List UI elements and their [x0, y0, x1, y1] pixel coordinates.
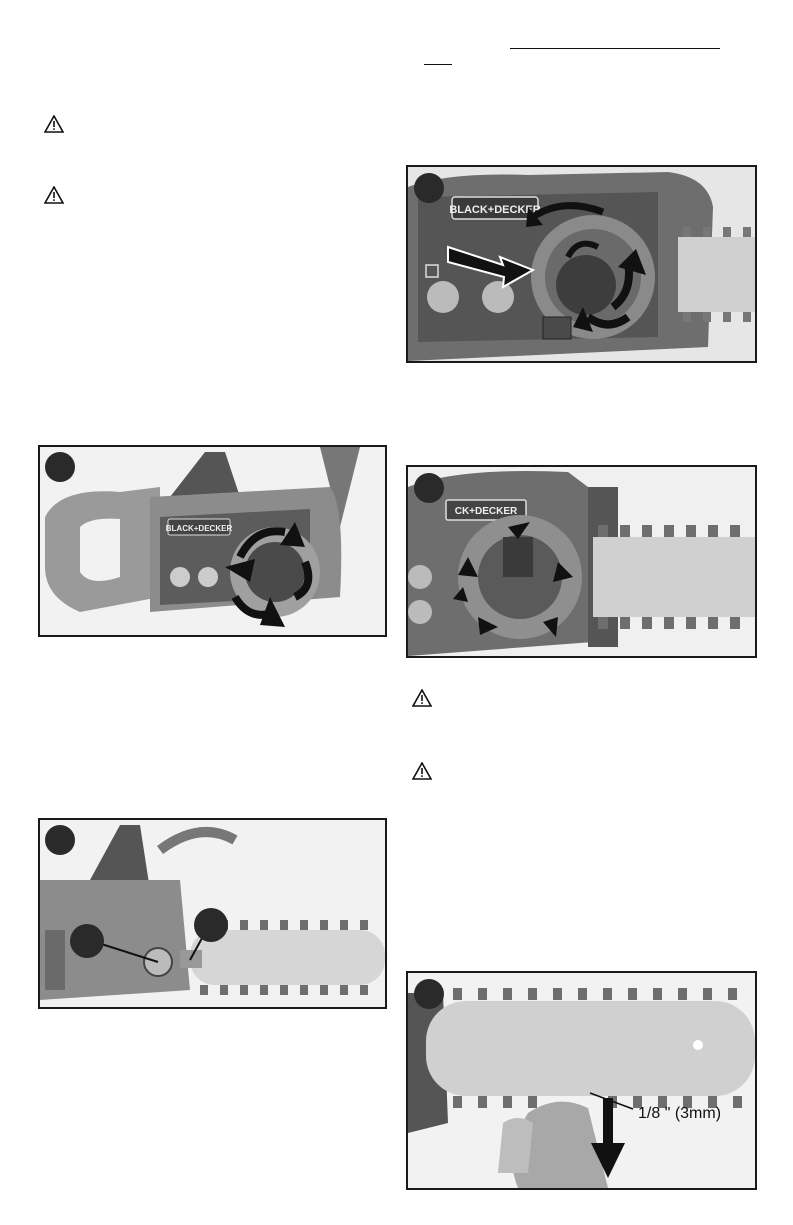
- brand-logo: BLACK+DECKER: [449, 204, 541, 216]
- brand-logo: BLACK+DECKER: [165, 524, 233, 533]
- warning-icon: [412, 689, 432, 707]
- figure-chain-tension-photo: [408, 973, 755, 1188]
- figure-chain-tension: [406, 971, 757, 1190]
- callout-badge: [194, 908, 228, 942]
- figure-knob-removal: [406, 165, 757, 363]
- figure-number-badge: [414, 979, 444, 1009]
- figure-knob-tighten: [406, 465, 757, 658]
- figure-knob-removal-photo: [408, 167, 755, 361]
- callout-badge: [70, 924, 104, 958]
- figure-knob-tighten-photo: [408, 467, 755, 656]
- figure-number-badge: [45, 452, 75, 482]
- underline-long: [510, 48, 720, 49]
- underline-short: [424, 64, 452, 65]
- figure-knob-loosen-photo: [40, 447, 385, 635]
- warning-icon: [44, 115, 64, 133]
- figure-number-badge: [45, 825, 75, 855]
- chain-sag-measurement: 1/8 " (3mm): [638, 1105, 722, 1122]
- figure-knob-loosen: [38, 445, 387, 637]
- warning-icon: [412, 762, 432, 780]
- figure-chain-install: [38, 818, 387, 1009]
- brand-logo: CK+DECKER: [454, 506, 518, 517]
- figure-number-badge: [414, 173, 444, 203]
- warning-icon: [44, 186, 64, 204]
- figure-number-badge: [414, 473, 444, 503]
